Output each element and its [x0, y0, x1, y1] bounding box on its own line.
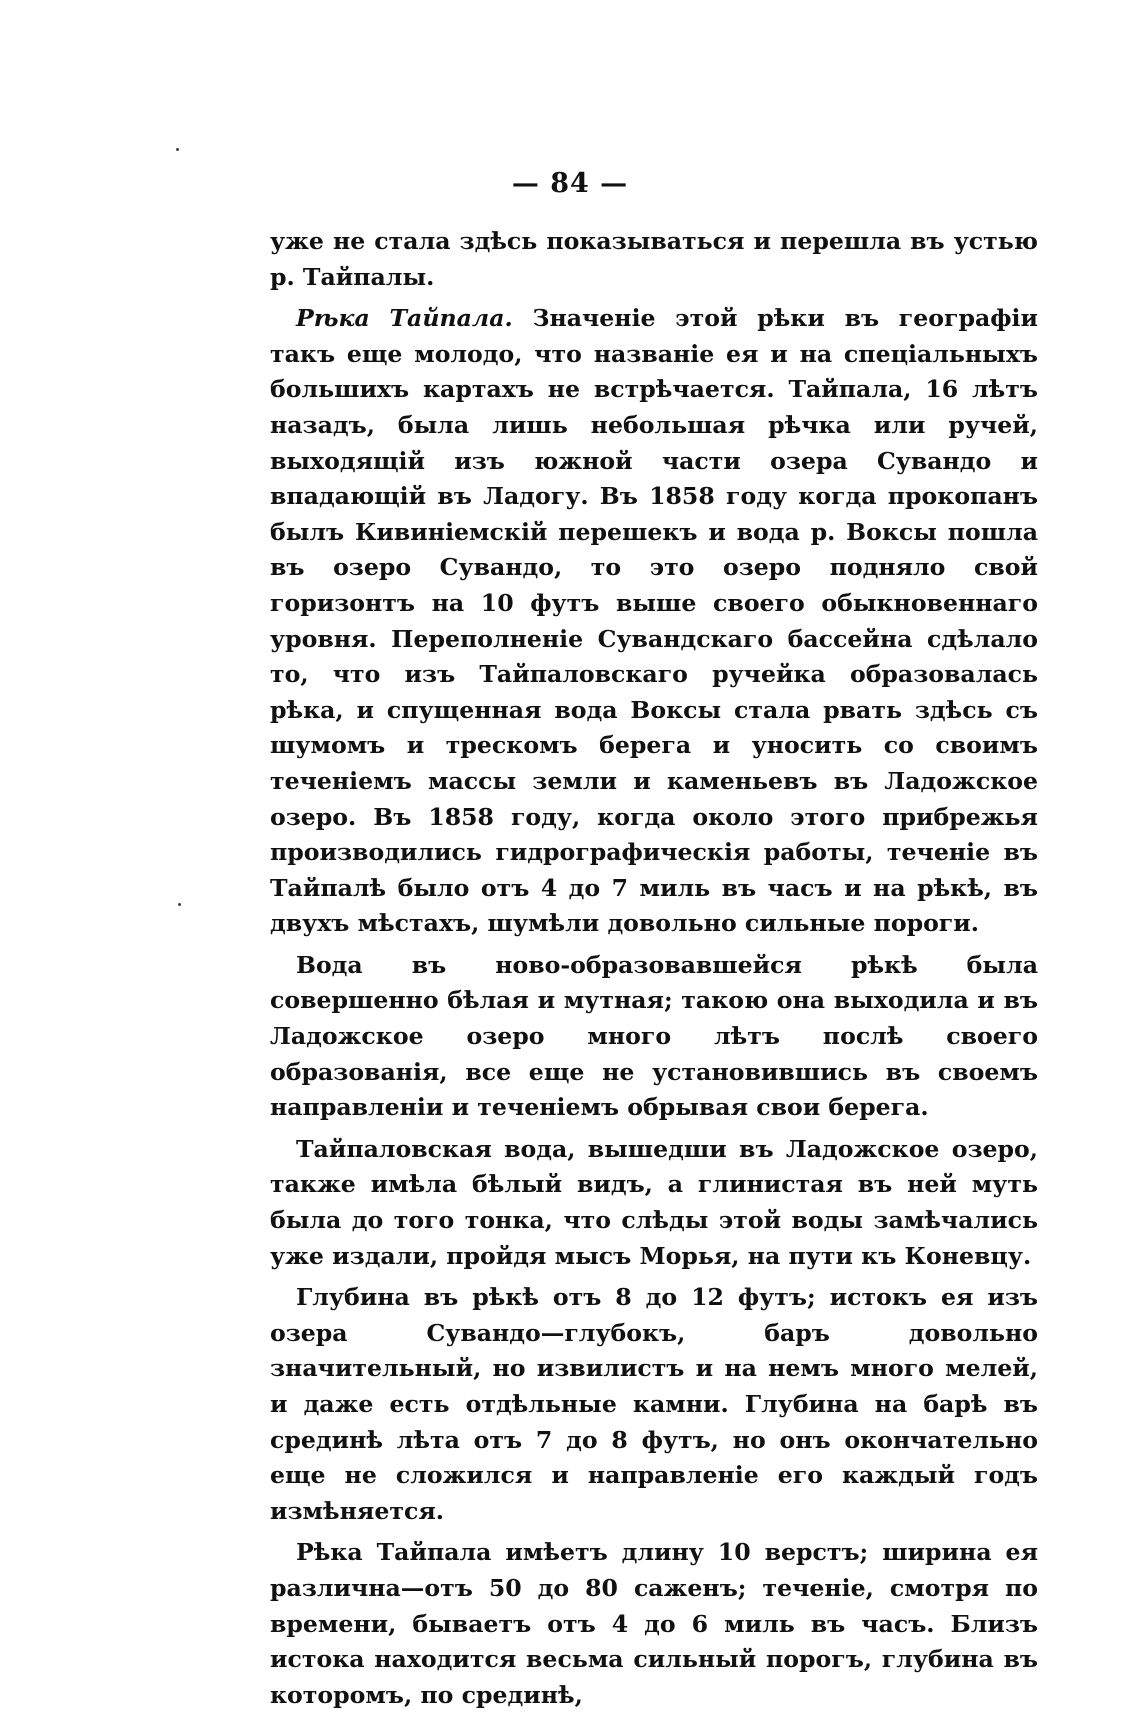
- page-number: — 84 —: [511, 168, 629, 199]
- paragraph-3: [270, 948, 1038, 1126]
- paragraph-text: Значеніе этой рѣки въ географіи такъ еще молодо, что названіе ея и на спеціальныхъ большихъ картахъ не встрѣчается. Тайпала, 16 лѣтъ назадъ, была лишь небольшая рѣчка или ручей, выходящій изъ южной части озера Сувандо и впадающій въ Ладогу. Въ 1858 году когда прокопанъ былъ Кивиніемскій перешекъ и вода р. Воксы пошла въ озеро Сувандо, то это озеро подняло свой горизонтъ на 10 футъ выше своего обыкновеннаго уровня. Переполненіе Сувандскаго бассейна сдѣлало то, что изъ Тайпаловскаго ручейка образовалась рѣка, и спущенная вода Воксы стала рвать здѣсь съ шумомъ и трескомъ берега и уносить со своимъ теченіемъ массы земли и каменьевъ въ Ладожское озеро. Въ 1858 году, когда около этого прибрежья производились гидрографическія работы, теченіе въ Тайпалѣ было отъ 4 до 7 миль въ часъ и на рѣкѣ, въ двухъ мѣстахъ, шумѣли довольно сильные пороги.: [270, 304, 1038, 938]
- page-speck: [178, 903, 181, 906]
- paragraph-text: Вода въ ново-образовавшейся рѣкѣ была совершенно бѣлая и мутная; такою она выходила и въ Ладожское озеро много лѣтъ послѣ своего образованія, все еще не установившись въ своемъ направленіи и теченіемъ обрывая свои берега.: [270, 950, 1038, 1122]
- paragraph-text: Тайпаловская вода, вышедши въ Ладожское озеро, также имѣла бѣлый видъ, а глинистая въ ней муть была до того тонка, что слѣды этой воды замѣчались уже издали, пройдя мысъ Морья, на пути къ Коневцу.: [270, 1134, 1038, 1270]
- paragraph-text: уже не стала здѣсь показываться и перешла въ устью р. Тайпалы.: [270, 227, 1038, 291]
- paragraph-4: [270, 1132, 1038, 1274]
- paragraph-2: [270, 301, 1038, 942]
- paragraph-text: Глубина въ рѣкѣ отъ 8 до 12 футъ; истокъ ея изъ озера Сувандо—глубокъ, баръ довольно значительный, но извилистъ и на немъ много мелей, и даже есть отдѣльные камни. Глубина на барѣ въ срединѣ лѣта отъ 7 до 8 футъ, но онъ окончательно еще не сложился и направленіе его каждый годъ измѣняется.: [270, 1283, 1038, 1525]
- paragraph-1: [270, 224, 1038, 295]
- section-heading-inline: Рѣка Тайпала.: [296, 304, 513, 333]
- paragraph-6: [270, 1535, 1038, 1713]
- body-text: [270, 224, 1038, 1719]
- paragraph-text: Рѣка Тайпала имѣетъ длину 10 верстъ; ширина ея различна—отъ 50 до 80 саженъ; теченіе, смотря по времени, бываетъ отъ 4 до 6 миль въ часъ. Близъ истока находится весьма сильный порогъ, глубина въ которомъ, по срединѣ,: [270, 1538, 1038, 1709]
- paragraph-5: [270, 1280, 1038, 1529]
- page-speck: [176, 148, 179, 151]
